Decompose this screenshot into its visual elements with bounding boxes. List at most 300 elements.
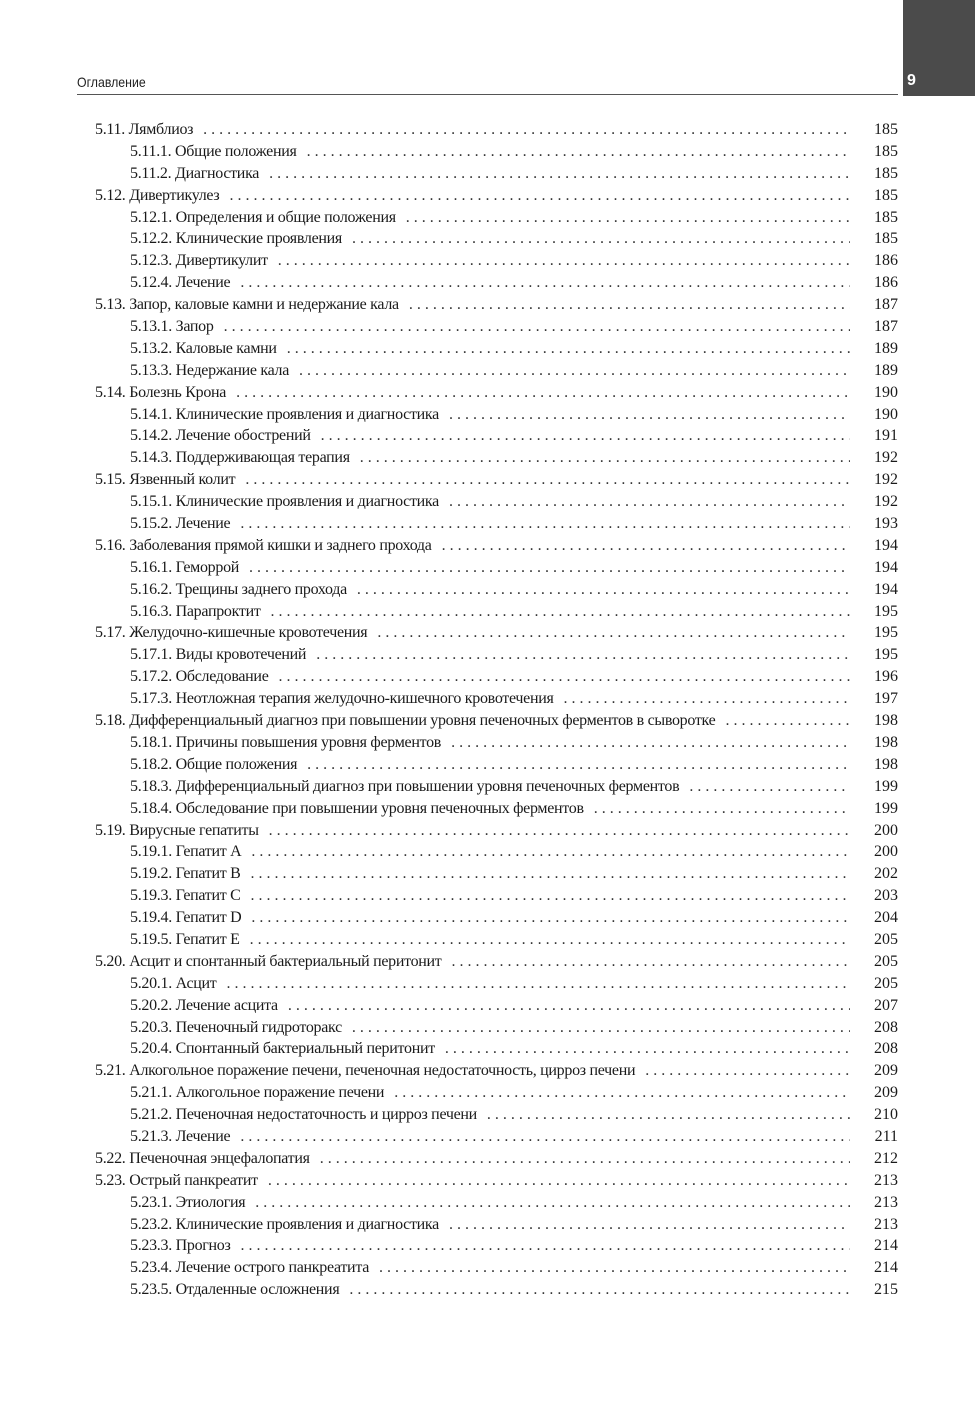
toc-entry-title bbox=[95, 382, 226, 404]
toc-entry-text: Обследование bbox=[175, 668, 269, 686]
toc-entry-number: 5.20.3. bbox=[130, 1018, 172, 1036]
dot-leader bbox=[307, 754, 850, 776]
toc-entry-title bbox=[95, 294, 399, 316]
toc-entry[interactable] bbox=[95, 469, 898, 491]
dot-leader bbox=[269, 820, 850, 842]
toc-entry-number: 5.18.4. bbox=[130, 799, 172, 817]
toc-entry-number: 5.12.4. bbox=[130, 274, 172, 292]
toc-entry[interactable] bbox=[95, 1060, 898, 1082]
toc-entry-title bbox=[130, 754, 297, 776]
toc-entry-title bbox=[130, 163, 259, 185]
toc-entry[interactable] bbox=[95, 228, 898, 250]
toc-entry-number: 5.18. bbox=[95, 712, 126, 730]
toc-entry[interactable] bbox=[95, 1082, 898, 1104]
toc-entry[interactable] bbox=[95, 250, 898, 272]
toc-entry-number: 5.11. bbox=[95, 121, 125, 138]
toc-entry-page: 198 bbox=[874, 733, 898, 751]
toc-entry-page: 194 bbox=[874, 558, 898, 576]
toc-entry-title bbox=[95, 119, 193, 141]
toc-entry[interactable] bbox=[95, 207, 898, 229]
toc-entry-number: 5.22. bbox=[95, 1149, 126, 1167]
dot-leader bbox=[278, 250, 850, 272]
toc-entry-page: 214 bbox=[874, 1259, 898, 1277]
dot-leader bbox=[316, 644, 850, 666]
toc-entry-number: 5.20.2. bbox=[130, 996, 172, 1014]
toc-entry-text: Лечение bbox=[175, 515, 231, 533]
toc-entry-title bbox=[95, 820, 259, 842]
dot-leader bbox=[445, 1038, 850, 1060]
toc-entry-page: 195 bbox=[874, 602, 898, 620]
dot-leader bbox=[279, 666, 851, 688]
toc-entry-page: 215 bbox=[874, 1281, 898, 1299]
toc-entry[interactable] bbox=[95, 579, 898, 601]
toc-entry[interactable] bbox=[95, 907, 898, 929]
toc-entry-page: 212 bbox=[874, 1149, 898, 1167]
toc-entry-number: 5.18.1. bbox=[130, 733, 172, 751]
toc-entry-page: 192 bbox=[874, 449, 898, 467]
toc-entry[interactable] bbox=[95, 338, 898, 360]
toc-entry-title bbox=[130, 688, 554, 710]
toc-entry-title bbox=[130, 272, 230, 294]
toc-entry-text: Причины повышения уровня ферментов bbox=[175, 733, 442, 751]
toc-entry-text: Определения и общие положения bbox=[175, 208, 396, 226]
toc-entry-text: Клинические проявления bbox=[175, 230, 342, 248]
toc-entry[interactable] bbox=[95, 491, 898, 513]
toc-entry[interactable] bbox=[95, 798, 898, 820]
toc-entry-title bbox=[95, 535, 432, 557]
toc-entry-text: Печеночная энцефалопатия bbox=[129, 1149, 310, 1167]
toc-entry-text: Дивертикулез bbox=[129, 186, 220, 204]
toc-entry[interactable] bbox=[95, 666, 898, 688]
toc-entry-text: Гепатит A bbox=[175, 843, 242, 861]
toc-entry-number: 5.13.3. bbox=[130, 361, 172, 379]
toc-entry[interactable] bbox=[95, 447, 898, 469]
toc-entry[interactable] bbox=[95, 1214, 898, 1236]
toc-entry-title bbox=[130, 338, 277, 360]
toc-entry-text: Гепатит C bbox=[175, 887, 241, 905]
toc-entry[interactable] bbox=[95, 688, 898, 710]
toc-entry-page: 197 bbox=[874, 690, 898, 708]
toc-entry[interactable] bbox=[95, 119, 898, 141]
toc-entry[interactable] bbox=[95, 776, 898, 798]
toc-entry-text: Алкогольное поражение печени, печеночная недостаточность, цирроз печени bbox=[129, 1062, 636, 1080]
toc-entry-number: 5.13.2. bbox=[130, 339, 172, 357]
toc-entry-number: 5.12.2. bbox=[130, 230, 172, 248]
toc-entry-text: Дивертикулит bbox=[175, 252, 268, 270]
toc-entry-title bbox=[130, 579, 347, 601]
toc-entry-title bbox=[130, 776, 679, 798]
toc-entry[interactable] bbox=[95, 732, 898, 754]
toc-entry-number: 5.17.2. bbox=[130, 668, 172, 686]
toc-entry-number: 5.21.2. bbox=[130, 1106, 172, 1124]
toc-entry-title bbox=[130, 1257, 369, 1279]
dot-leader bbox=[241, 1235, 850, 1257]
dot-leader bbox=[240, 272, 850, 294]
toc-entry[interactable] bbox=[95, 644, 898, 666]
dot-leader bbox=[224, 316, 850, 338]
dot-leader bbox=[594, 798, 850, 820]
toc-entry-number: 5.23.5. bbox=[130, 1281, 172, 1299]
toc-entry-title bbox=[130, 425, 311, 447]
dot-leader bbox=[321, 425, 850, 447]
toc-entry[interactable] bbox=[95, 1192, 898, 1214]
toc-entry-title bbox=[130, 1214, 439, 1236]
toc-entry-number: 5.12. bbox=[95, 186, 126, 204]
dot-leader bbox=[449, 1214, 850, 1236]
dot-leader bbox=[255, 1192, 850, 1214]
toc-entry-text: Прогноз bbox=[175, 1237, 231, 1255]
toc-entry-title bbox=[130, 863, 241, 885]
toc-entry[interactable] bbox=[95, 557, 898, 579]
dot-leader bbox=[268, 1170, 850, 1192]
dot-leader bbox=[251, 841, 850, 863]
toc-entry-text: Каловые камни bbox=[175, 339, 277, 357]
toc-entry-number: 5.11.1. bbox=[130, 142, 172, 160]
toc-entry[interactable] bbox=[95, 294, 898, 316]
toc-entry-text: Лечение острого панкреатита bbox=[175, 1259, 370, 1277]
toc-entry-number: 5.23. bbox=[95, 1171, 126, 1189]
toc-entry-page: 200 bbox=[874, 821, 898, 839]
toc-entry[interactable] bbox=[95, 360, 898, 382]
toc-entry-text: Асцит и спонтанный бактериальный перитонит bbox=[129, 952, 442, 970]
toc-entry-title bbox=[130, 995, 278, 1017]
toc-entry-number: 5.14.2. bbox=[130, 427, 172, 445]
toc-entry-page: 192 bbox=[874, 493, 898, 511]
toc-entry-title bbox=[130, 1235, 231, 1257]
toc-entry-text: Клинические проявления и диагностика bbox=[175, 1215, 439, 1233]
toc-entry-text: Лечение асцита bbox=[175, 996, 278, 1014]
toc-entry-number: 5.23.1. bbox=[130, 1193, 172, 1211]
toc-entry-number: 5.16.3. bbox=[130, 602, 172, 620]
toc-entry[interactable] bbox=[95, 404, 898, 426]
toc-entry-text: Диагностика bbox=[175, 164, 260, 182]
toc-entry-title bbox=[95, 710, 715, 732]
toc-entry-number: 5.18.3. bbox=[130, 777, 172, 795]
toc-entry-number: 5.21.1. bbox=[130, 1084, 172, 1102]
toc-entry-page: 185 bbox=[874, 230, 898, 248]
toc-entry-number: 5.17.3. bbox=[130, 690, 172, 708]
toc-entry-number: 5.20.4. bbox=[130, 1040, 172, 1058]
toc-entry-text: Асцит bbox=[175, 974, 217, 992]
toc-entry-page: 185 bbox=[874, 164, 898, 182]
toc-entry[interactable] bbox=[95, 513, 898, 535]
toc-entry-title bbox=[130, 907, 241, 929]
toc-entry-page: 185 bbox=[874, 121, 898, 138]
toc-entry[interactable] bbox=[95, 841, 898, 863]
toc-entry-title bbox=[95, 469, 235, 491]
toc-entry-page: 189 bbox=[874, 339, 898, 357]
dot-leader bbox=[645, 1060, 850, 1082]
toc-entry-text: Печеночный гидроторакс bbox=[175, 1018, 342, 1036]
toc-entry-text: Заболевания прямой кишки и заднего прохода bbox=[129, 536, 432, 554]
toc-entry-text: Болезнь Крона bbox=[129, 383, 227, 401]
toc-entry-number: 5.23.2. bbox=[130, 1215, 172, 1233]
toc-entry-text: Острый панкреатит bbox=[129, 1171, 258, 1189]
dot-leader bbox=[451, 732, 850, 754]
toc-entry-text: Дифференциальный диагноз при повышении уровня печеночных ферментов в сыворотке bbox=[129, 712, 716, 730]
toc-entry[interactable] bbox=[95, 885, 898, 907]
toc-entry[interactable] bbox=[95, 863, 898, 885]
toc-entry[interactable] bbox=[95, 425, 898, 447]
toc-entry[interactable] bbox=[95, 1257, 898, 1279]
dot-leader bbox=[449, 491, 850, 513]
toc-entry[interactable] bbox=[95, 163, 898, 185]
toc-entry-page: 203 bbox=[874, 887, 898, 905]
toc-entry[interactable] bbox=[95, 185, 898, 207]
dot-leader bbox=[725, 710, 850, 732]
dot-leader bbox=[406, 207, 850, 229]
toc-entry-page: 205 bbox=[874, 952, 898, 970]
toc-entry-title bbox=[130, 732, 441, 754]
toc-entry-page: 195 bbox=[874, 624, 898, 642]
toc-entry-number: 5.14. bbox=[95, 383, 126, 401]
dot-leader bbox=[689, 776, 850, 798]
toc-entry[interactable] bbox=[95, 710, 898, 732]
toc-entry-title bbox=[130, 316, 214, 338]
toc-entry-number: 5.13.1. bbox=[130, 318, 172, 336]
toc-entry-title bbox=[130, 1279, 339, 1301]
toc-entry-page: 185 bbox=[874, 186, 898, 204]
toc-entry-title bbox=[130, 1104, 477, 1126]
toc-entry-page: 189 bbox=[874, 361, 898, 379]
toc-entry-title bbox=[95, 185, 219, 207]
dot-leader bbox=[251, 907, 850, 929]
toc-entry-page: 209 bbox=[874, 1084, 898, 1102]
toc-entry-title bbox=[130, 841, 241, 863]
toc-entry-number: 5.19.4. bbox=[130, 909, 172, 927]
toc-entry-title bbox=[130, 228, 342, 250]
toc-entry-page: 192 bbox=[874, 471, 898, 489]
toc-entry-number: 5.15.2. bbox=[130, 515, 172, 533]
toc-entry-number: 5.13. bbox=[95, 296, 126, 314]
toc-entry[interactable] bbox=[95, 951, 898, 973]
toc-entry-page: 187 bbox=[874, 296, 898, 314]
toc-entry-text: Поддерживающая терапия bbox=[175, 449, 350, 467]
toc-entry[interactable] bbox=[95, 316, 898, 338]
toc-entry-page: 198 bbox=[874, 712, 898, 730]
toc-entry-text: Клинические проявления и диагностика bbox=[175, 405, 439, 423]
dot-leader bbox=[269, 163, 850, 185]
dot-leader bbox=[229, 185, 850, 207]
toc-entry-text: Гепатит B bbox=[175, 865, 241, 883]
toc-entry-title bbox=[130, 1126, 230, 1148]
toc-entry-title bbox=[95, 622, 367, 644]
toc-entry-number: 5.16.1. bbox=[130, 558, 172, 576]
toc-entry-number: 5.16.2. bbox=[130, 580, 172, 598]
dot-leader bbox=[288, 995, 850, 1017]
toc-entry-page: 205 bbox=[874, 930, 898, 948]
toc-entry[interactable] bbox=[95, 929, 898, 951]
dot-leader bbox=[487, 1104, 850, 1126]
toc-entry-page: 196 bbox=[874, 668, 898, 686]
toc-entry-page: 213 bbox=[874, 1215, 898, 1233]
toc-entry-text: Недержание кала bbox=[175, 361, 290, 379]
toc-entry-title bbox=[95, 1060, 635, 1082]
toc-entry-page: 208 bbox=[874, 1018, 898, 1036]
toc-entry-title bbox=[130, 666, 269, 688]
dot-leader bbox=[349, 1279, 850, 1301]
toc-entry[interactable] bbox=[95, 1017, 898, 1039]
toc-entry[interactable] bbox=[95, 973, 898, 995]
toc-entry-page: 202 bbox=[874, 865, 898, 883]
toc-entry-title bbox=[130, 929, 240, 951]
toc-entry-text: Печеночная недостаточность и цирроз печени bbox=[175, 1106, 477, 1124]
dot-leader bbox=[249, 557, 850, 579]
toc-entry-page: 200 bbox=[874, 843, 898, 861]
toc-entry-title bbox=[95, 1170, 258, 1192]
toc-entry-page: 211 bbox=[874, 1127, 898, 1145]
toc-entry-number: 5.23.3. bbox=[130, 1237, 172, 1255]
toc-entry-page: 195 bbox=[874, 646, 898, 664]
toc-entry-title bbox=[130, 447, 350, 469]
dot-leader bbox=[299, 360, 850, 382]
toc-entry-number: 5.19.5. bbox=[130, 930, 172, 948]
toc-entry-title bbox=[130, 1082, 384, 1104]
toc-entry-page: 199 bbox=[874, 799, 898, 817]
toc-entry-text: Лечение bbox=[175, 274, 231, 292]
toc-entry-text: Лечение обострений bbox=[175, 427, 311, 445]
toc-entry[interactable] bbox=[95, 1038, 898, 1060]
toc-entry-number: 5.20. bbox=[95, 952, 126, 970]
toc-entry-title bbox=[130, 973, 217, 995]
toc-entry-title bbox=[130, 1192, 245, 1214]
toc-entry[interactable] bbox=[95, 1279, 898, 1301]
toc-entry-title bbox=[130, 1017, 342, 1039]
dot-leader bbox=[251, 863, 850, 885]
dot-leader bbox=[377, 622, 850, 644]
toc-entry-text: Клинические проявления и диагностика bbox=[175, 493, 439, 511]
toc-entry-page: 213 bbox=[874, 1193, 898, 1211]
toc-entry-number: 5.14.3. bbox=[130, 449, 172, 467]
toc-entry[interactable] bbox=[95, 1104, 898, 1126]
toc-entry-page: 208 bbox=[874, 1040, 898, 1058]
toc-entry-page: 185 bbox=[874, 142, 898, 160]
toc-entry-number: 5.12.3. bbox=[130, 252, 172, 270]
toc-entry-page: 207 bbox=[874, 996, 898, 1014]
dot-leader bbox=[449, 404, 850, 426]
toc-entry-text: Лямблиоз bbox=[128, 121, 194, 138]
toc-entry[interactable] bbox=[95, 382, 898, 404]
toc-entry-title bbox=[95, 1148, 310, 1170]
toc-entry-page: 190 bbox=[874, 383, 898, 401]
toc-entry-text: Гепатит E bbox=[175, 930, 240, 948]
toc-entry-number: 5.19.1. bbox=[130, 843, 172, 861]
toc-entry-text: Язвенный колит bbox=[129, 471, 236, 489]
dot-leader bbox=[203, 119, 850, 141]
toc-entry-page: 214 bbox=[874, 1237, 898, 1255]
toc-entry-text: Желудочно-кишечные кровотечения bbox=[129, 624, 368, 642]
dot-leader bbox=[409, 294, 850, 316]
toc-entry-text: Геморрой bbox=[175, 558, 240, 576]
toc-entry-number: 5.14.1. bbox=[130, 405, 172, 423]
toc-entry-page: 213 bbox=[874, 1171, 898, 1189]
toc-entry[interactable] bbox=[95, 601, 898, 623]
toc-entry-title bbox=[130, 404, 439, 426]
dot-leader bbox=[360, 447, 850, 469]
toc-entry-text: Этиология bbox=[175, 1193, 246, 1211]
toc-entry[interactable] bbox=[95, 1126, 898, 1148]
toc-entry-number: 5.12.1. bbox=[130, 208, 172, 226]
toc-entry[interactable] bbox=[95, 1170, 898, 1192]
toc-entry-title bbox=[130, 141, 297, 163]
toc-entry-number: 5.17.1. bbox=[130, 646, 172, 664]
toc-entry[interactable] bbox=[95, 272, 898, 294]
toc-entry-title bbox=[130, 513, 230, 535]
toc-entry-title bbox=[130, 885, 241, 907]
toc-entry-title bbox=[130, 601, 261, 623]
toc-entry-number: 5.19.2. bbox=[130, 865, 172, 883]
toc-entry-page: 210 bbox=[874, 1106, 898, 1124]
toc-entry-number: 5.15. bbox=[95, 471, 126, 489]
toc-entry-page: 198 bbox=[874, 755, 898, 773]
toc-entry[interactable] bbox=[95, 141, 898, 163]
toc-entry-number: 5.17. bbox=[95, 624, 126, 642]
toc-entry-text: Вирусные гепатиты bbox=[129, 821, 259, 839]
toc-entry-page: 191 bbox=[874, 427, 898, 445]
dot-leader bbox=[379, 1257, 850, 1279]
toc-entry-text: Парапроктит bbox=[175, 602, 261, 620]
toc-entry-text: Обследование при повышении уровня печеночных ферментов bbox=[175, 799, 584, 817]
toc-entry-text: Запор, каловые камни и недержание кала bbox=[129, 296, 399, 314]
toc-entry-title bbox=[130, 798, 584, 820]
toc-entry[interactable] bbox=[95, 535, 898, 557]
toc-entry[interactable] bbox=[95, 622, 898, 644]
dot-leader bbox=[352, 228, 850, 250]
toc-entry-number: 5.20.1. bbox=[130, 974, 172, 992]
toc-entry-page: 209 bbox=[874, 1062, 898, 1080]
toc-entry-page: 194 bbox=[874, 536, 898, 554]
dot-leader bbox=[240, 513, 850, 535]
toc-entry-title bbox=[130, 250, 268, 272]
header-rule bbox=[77, 94, 898, 95]
toc-entry-text: Неотложная терапия желудочно-кишечного кровотечения bbox=[175, 690, 554, 708]
toc-entry-text: Алкогольное поражение печени bbox=[175, 1084, 385, 1102]
toc-entry-title bbox=[95, 951, 442, 973]
toc-entry-page: 187 bbox=[874, 318, 898, 336]
toc-entry-text: Отдаленные осложнения bbox=[175, 1281, 340, 1299]
toc-entry-page: 194 bbox=[874, 580, 898, 598]
table-of-contents bbox=[95, 119, 898, 1301]
toc-entry-number: 5.19. bbox=[95, 821, 126, 839]
toc-entry-number: 5.23.4. bbox=[130, 1259, 172, 1277]
toc-entry-title bbox=[130, 491, 439, 513]
toc-entry-title bbox=[130, 1038, 435, 1060]
toc-entry-page: 186 bbox=[874, 252, 898, 270]
running-title: Оглавление bbox=[77, 74, 146, 90]
dot-leader bbox=[227, 973, 851, 995]
toc-entry[interactable] bbox=[95, 754, 898, 776]
dot-leader bbox=[250, 929, 850, 951]
dot-leader bbox=[240, 1126, 850, 1148]
toc-entry[interactable] bbox=[95, 1148, 898, 1170]
toc-entry-text: Запор bbox=[175, 318, 214, 336]
toc-entry-text: Дифференциальный диагноз при повышении уровня печеночных ферментов bbox=[175, 777, 680, 795]
toc-entry-number: 5.16. bbox=[95, 536, 126, 554]
toc-entry-text: Гепатит D bbox=[175, 909, 242, 927]
toc-entry[interactable] bbox=[95, 995, 898, 1017]
dot-leader bbox=[251, 885, 850, 907]
toc-entry-page: 186 bbox=[874, 274, 898, 292]
toc-entry-number: 5.18.2. bbox=[130, 755, 172, 773]
toc-entry[interactable] bbox=[95, 1235, 898, 1257]
toc-entry-text: Трещины заднего прохода bbox=[175, 580, 347, 598]
toc-entry-page: 199 bbox=[874, 777, 898, 795]
toc-entry-page: 190 bbox=[874, 405, 898, 423]
toc-entry-page: 193 bbox=[874, 515, 898, 533]
toc-entry[interactable] bbox=[95, 820, 898, 842]
dot-leader bbox=[442, 535, 850, 557]
dot-leader bbox=[352, 1017, 850, 1039]
